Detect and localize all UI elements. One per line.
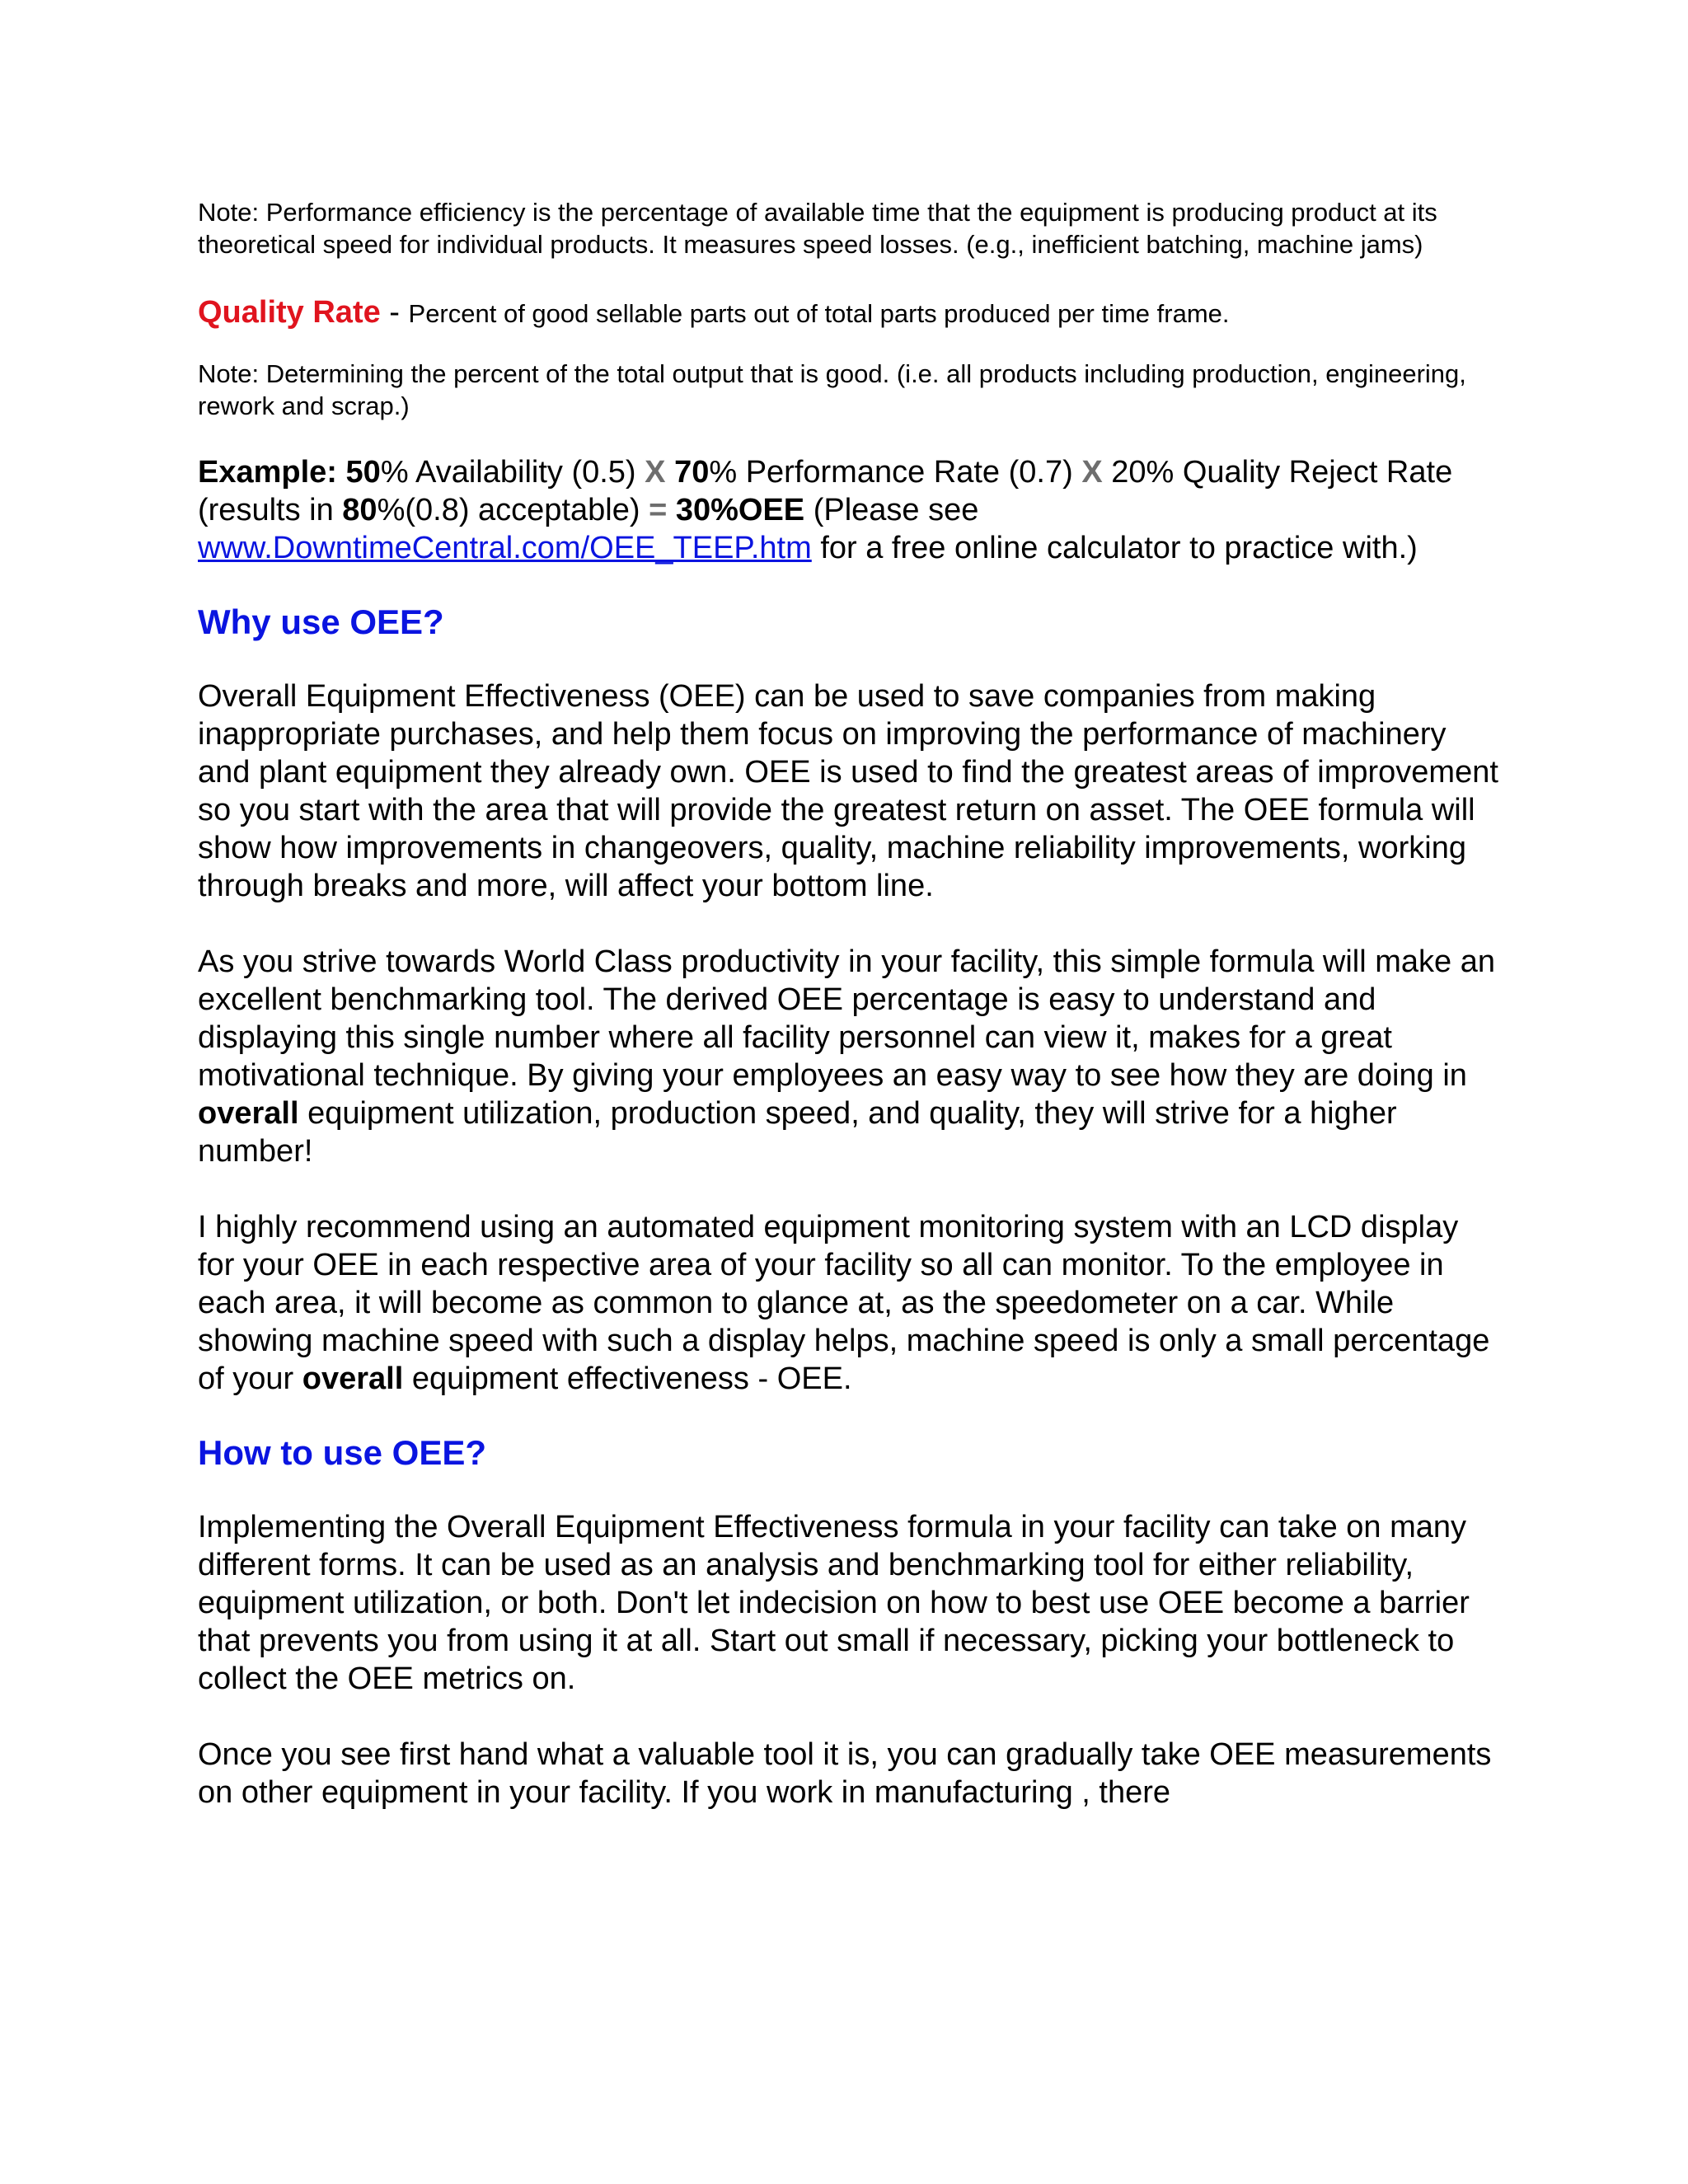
example-label: Example: [198,455,337,490]
how-paragraph-2: Once you see first hand what a valuable tool it is, you can gradually take OEE measurements on other equipment in your facility. If you work in manufacturing , there [198,1737,1492,1810]
document-page [198,196,1500,1811]
quality-note: Note: Determining the percent of the total output that is good. (i.e. all products including production, engineering, rework and scrap.) [198,359,1466,420]
how-paragraph-1: Implementing the Overall Equipment Effectiveness formula in your facility can take on many different forms. It can be used as an analysis and benchmarking tool for either reliability, equipment utilization, or both. Don't let indecision on how to best use OEE become a barrier that prevents you from using it at all. Start out small if necessary, picking your bottleneck to collect the OEE metrics on. [198,1510,1470,1696]
overall-emphasis: overall [302,1361,404,1396]
equals-operator: = [649,493,668,527]
multiply-operator: X [645,455,666,490]
how-to-use-oee-heading: How to use OEE? [198,1433,487,1472]
multiply-operator: X [1081,455,1103,490]
example-acceptable-value: 80 [342,493,377,527]
calculator-link[interactable]: www.DowntimeCentral.com/OEE_TEEP.htm [198,531,812,565]
performance-note: Note: Performance efficiency is the percentage of available time that the equipment is producing product at its theoretical speed for individual products. It measures speed losses. (e.g., inefficient batching, machine jams) [198,198,1437,259]
why-paragraph-2-text-end: equipment utilization, production speed, and quality, they will strive for a higher number! [198,1096,1397,1169]
why-paragraph-1: Overall Equipment Effectiveness (OEE) can be used to save companies from making inappropriate purchases, and help them focus on improving the performance of machinery and plant equipment they already own. OEE is used to find the greatest areas of improvement so you start with the area that will provide the greatest return on asset. The OEE formula will show how improvements in changeovers, quality, machine reliability improvements, working through breaks and more, will affect your bottom line. [198,679,1498,903]
example-calculator-text: for a free online calculator to practice with.) [811,531,1418,565]
example-performance-text: % Performance Rate (0.7) [709,455,1082,490]
quality-rate-text: Percent of good sellable parts out of total parts produced per time frame. [408,299,1230,328]
example-availability-text: % Availability (0.5) [380,455,645,490]
why-use-oee-heading: Why use OEE? [198,602,444,641]
oee-example [198,453,1500,567]
example-availability-value: 50 [345,455,381,490]
overall-emphasis: overall [198,1096,299,1131]
example-performance-value: 70 [674,455,710,490]
why-paragraph-2 [198,943,1500,1170]
quality-rate-term: Quality Rate [198,295,381,330]
example-result: 30%OEE [675,493,805,527]
why-paragraph-3-text-end: equipment effectiveness - OEE. [403,1361,852,1396]
quality-rate-dash: - [380,295,409,330]
example-acceptable-text: %(0.8) acceptable) [377,493,649,527]
quality-rate-definition [198,297,1500,330]
example-see-text: (Please see [804,493,979,527]
why-paragraph-3-text: I highly recommend using an automated equipment monitoring system with an LCD display for your OEE in each respective area of your facility so all can monitor. To the employee in each area, it will become as common to glance at, as the speedometer on a car. While showing machine speed with such a display helps, machine speed is only a small percentage of your [198,1210,1490,1396]
example-quality-text: 20% Quality Reject Rate (results in [198,455,1453,527]
why-paragraph-3 [198,1208,1500,1398]
why-paragraph-2-text: As you strive towards World Class productivity in your facility, this simple formula will make an excellent benchmarking tool. The derived OEE percentage is easy to understand and displaying this single number where all facility personnel can view it, makes for a great motivational technique. By giving your employees an easy way to see how they are doing in [198,944,1495,1093]
